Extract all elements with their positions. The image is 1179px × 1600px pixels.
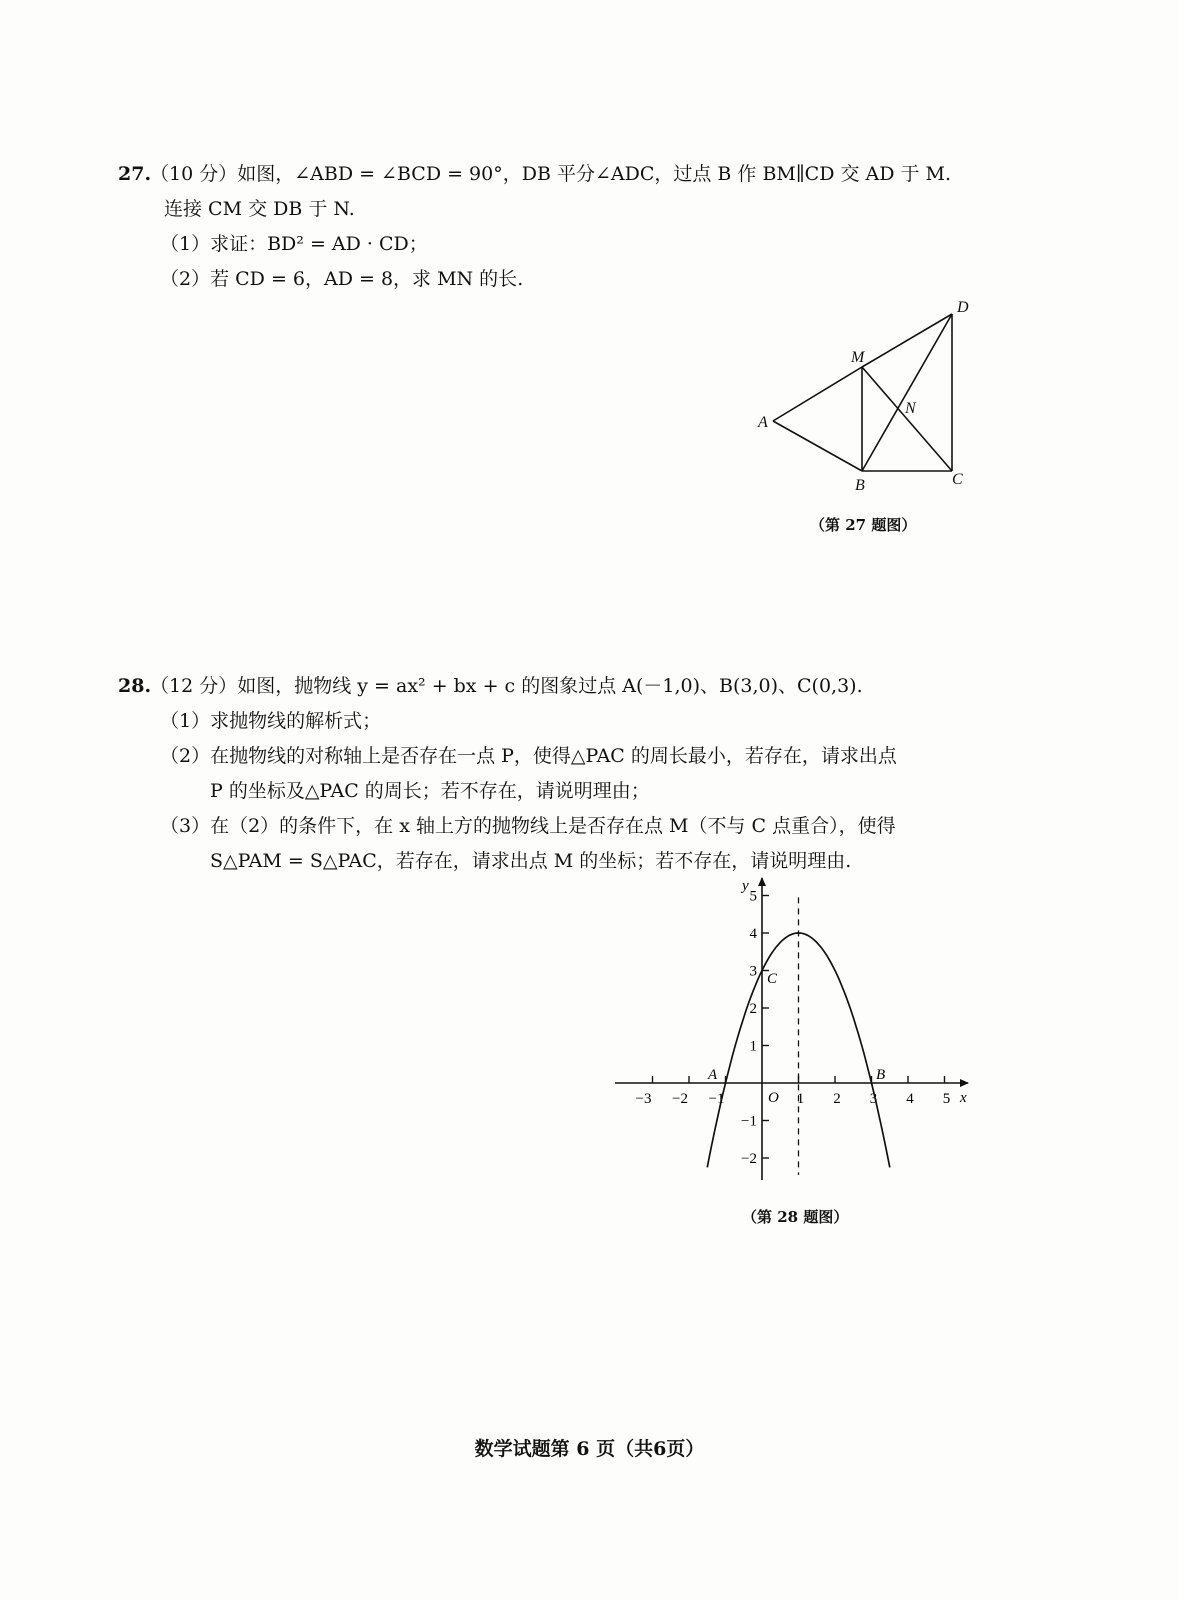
question-number: 28. xyxy=(118,675,152,697)
segment-MD xyxy=(862,314,952,367)
figure-caption: （第 27 题图） xyxy=(810,516,917,534)
point-label-B: B xyxy=(876,1067,886,1083)
y-tick-label: 2 xyxy=(749,1001,757,1017)
segment-MC xyxy=(862,367,952,471)
x-tick-label: −2 xyxy=(672,1091,688,1107)
x-tick-label: 4 xyxy=(906,1091,914,1107)
page-footer: 数学试题第 6 页（共6页） xyxy=(474,1438,705,1460)
x-tick-label: 2 xyxy=(833,1091,841,1107)
figure-27 xyxy=(740,290,990,500)
y-tick-label: 5 xyxy=(749,888,757,905)
subquestion-2-cont: P 的坐标及△PAC 的周长；若不存在，请说明理由； xyxy=(210,780,650,802)
segment-AM xyxy=(773,367,862,421)
x-axis-label: x xyxy=(960,1090,967,1106)
y-tick-label: 1 xyxy=(749,1038,757,1055)
label-B: B xyxy=(855,477,865,494)
y-tick-label: −1 xyxy=(741,1113,757,1130)
y-tick-label: 3 xyxy=(749,963,757,980)
x-tick-label: −1 xyxy=(708,1091,725,1107)
question-text: （10 分）如图，∠ABD = ∠BCD = 90°，DB 平分∠ADC，过点 B 作 BM∥CD 交 AD 于 M. xyxy=(150,163,952,185)
label-C: C xyxy=(952,471,963,488)
subquestion-3: （3）在（2）的条件下，在 x 轴上方的抛物线上是否存在点 M（不与 C 点重合），使得 xyxy=(160,815,896,837)
x-tick-label: 5 xyxy=(942,1091,951,1107)
x-tick-label: 1 xyxy=(796,1091,805,1107)
figure-caption: （第 28 题图） xyxy=(742,1208,849,1226)
y-axis-label: y xyxy=(742,878,749,894)
subquestion-2: （2）在抛物线的对称轴上是否存在一点 P，使得△PAC 的周长最小，若存在，请求出点 xyxy=(160,745,897,767)
point-label-C: C xyxy=(767,971,778,987)
subquestion-1: （1）求证：BD² = AD · CD； xyxy=(160,233,428,255)
question-text: 连接 CM 交 DB 于 N. xyxy=(164,198,355,220)
question-number: 27. xyxy=(118,163,152,185)
figure-28-parabola-chart xyxy=(600,870,990,1190)
label-M: M xyxy=(851,349,865,366)
y-tick-label: 4 xyxy=(749,926,757,942)
subquestion-2: （2）若 CD = 6，AD = 8，求 MN 的长. xyxy=(160,268,524,290)
segment-BD xyxy=(862,314,952,471)
point-label-A: A xyxy=(708,1067,718,1083)
x-tick-label: −3 xyxy=(635,1091,652,1107)
subquestion-1: （1）求抛物线的解析式； xyxy=(160,710,382,732)
question-text: （12 分）如图，抛物线 y = ax² + bx + c 的图象过点 A(－1,0)、B(3,0)、C(0,3). xyxy=(150,675,863,697)
label-A: A xyxy=(758,414,768,431)
origin-label: O xyxy=(768,1090,779,1106)
label-N: N xyxy=(905,400,916,417)
y-tick-label: −2 xyxy=(741,1151,757,1167)
segment-AB xyxy=(773,421,862,471)
subquestion-3-cont: S△PAM = S△PAC，若存在，请求出点 M 的坐标；若不存在，请说明理由. xyxy=(210,850,852,872)
label-D: D xyxy=(957,299,969,316)
x-tick-label: 3 xyxy=(869,1091,878,1107)
